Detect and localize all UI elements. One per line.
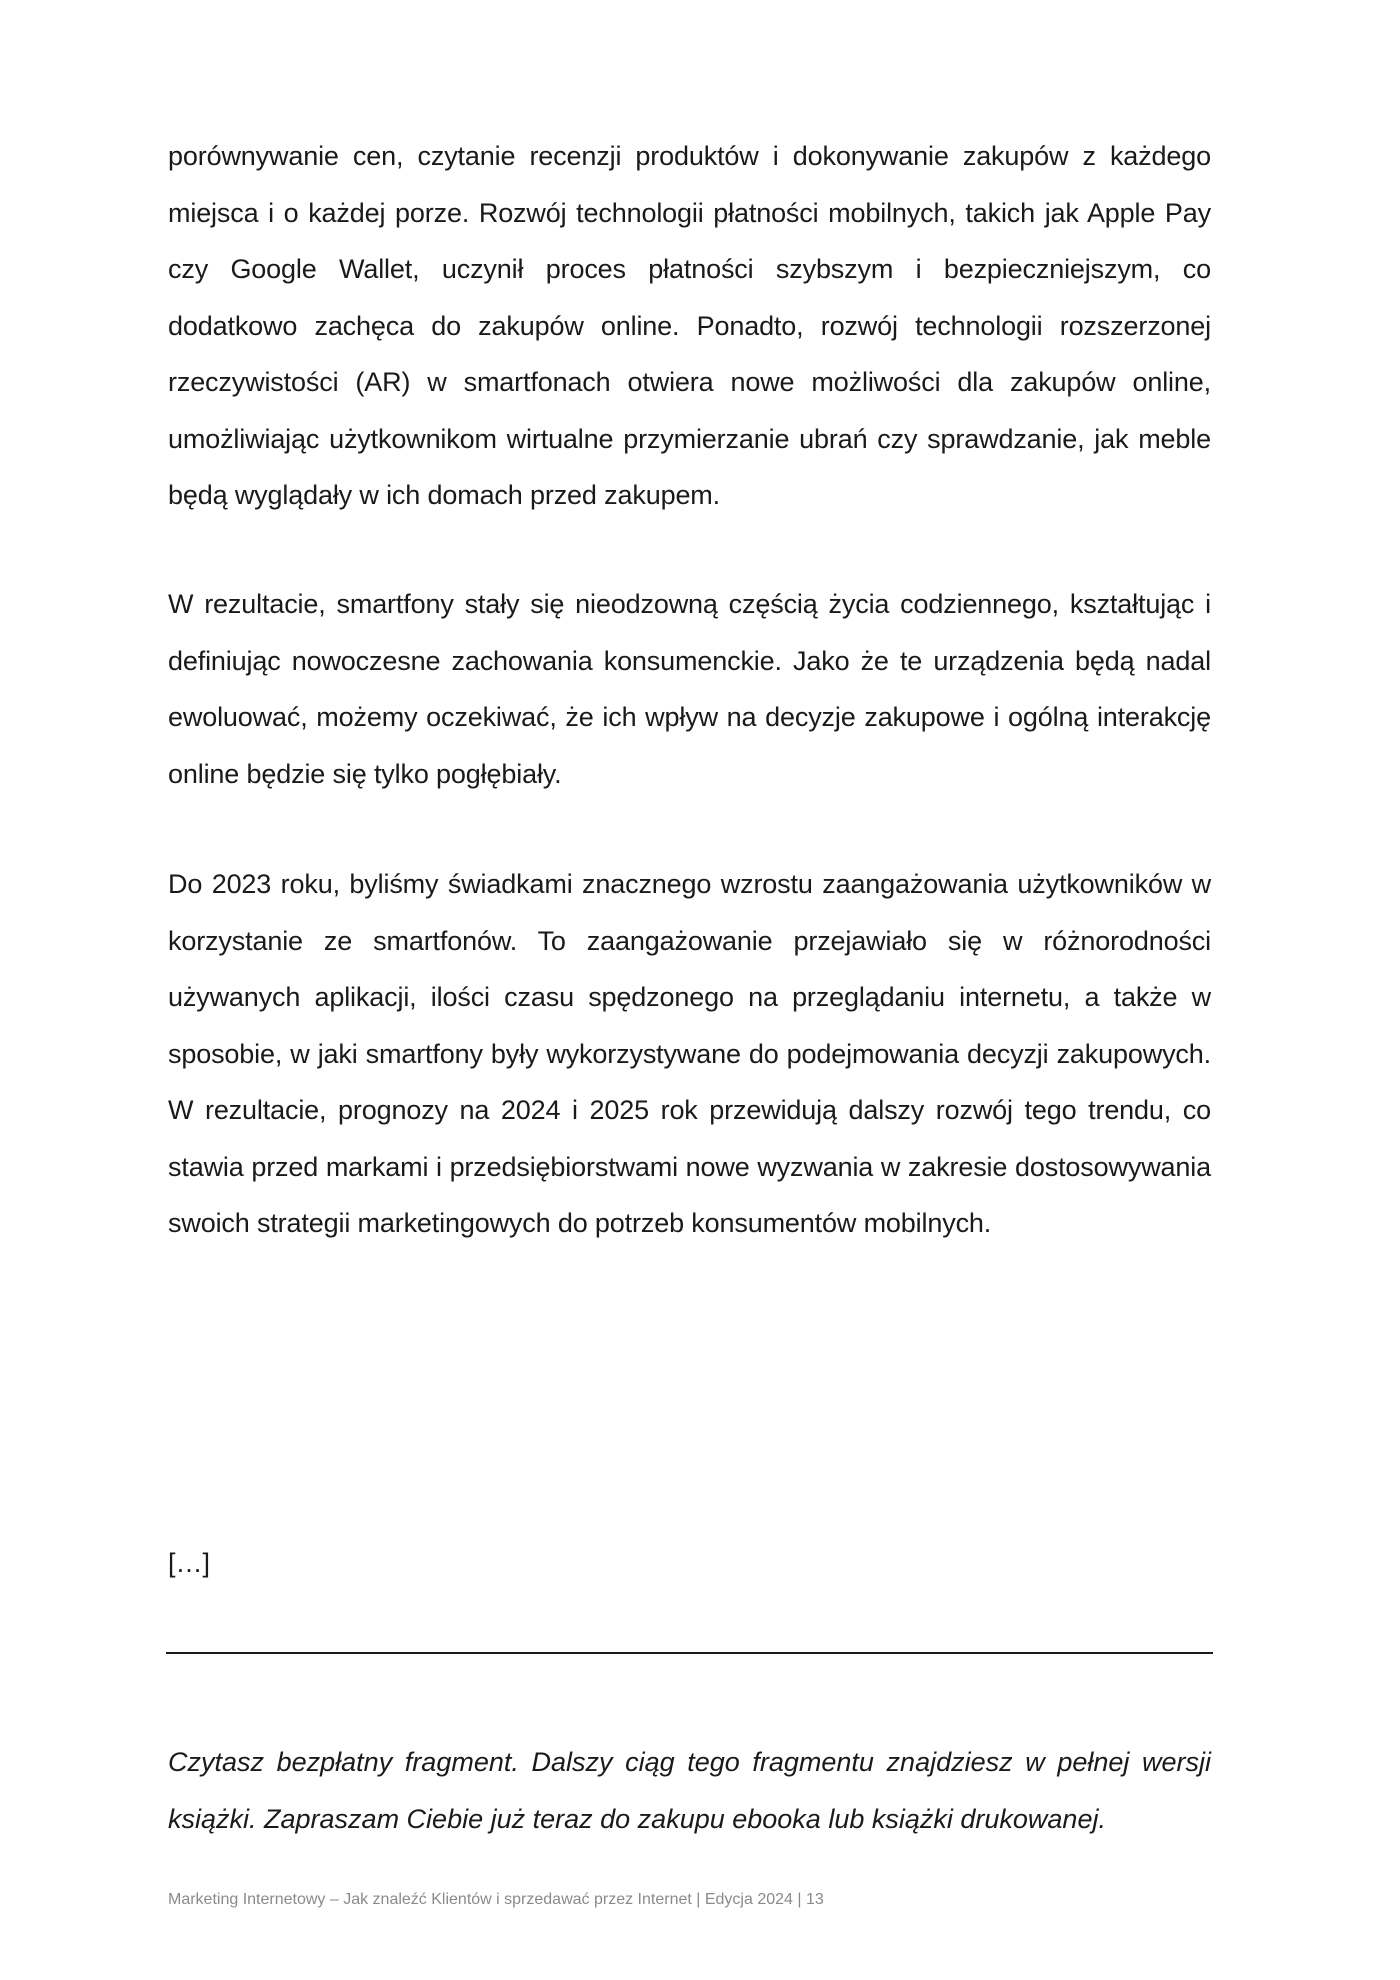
page-footer: Marketing Internetowy – Jak znaleźć Klientów i sprzedawać przez Internet | Edycja 2024 | 13 [168,1891,824,1908]
omission-marker: […] [168,1548,211,1578]
paragraph-2: W rezultacie, smartfony stały się nieodzowną częścią życia codziennego, kształtując i definiując nowoczesne zachowania konsumenckie. Jako że te urządzenia będą nadal ewoluować, możemy oczekiwać, że ich wpływ na decyzje zakupowe i ogólną interakcję online będzie się tylko pogłębiały. [168,589,1211,789]
free-fragment-note: Czytasz bezpłatny fragment. Dalszy ciąg tego fragmentu znajdziesz w pełnej wersji książki. Zapraszam Ciebie już teraz do zakupu ebooka lub książki drukowanej. [168,1747,1211,1834]
paragraph-3: Do 2023 roku, byliśmy świadkami znacznego wzrostu zaangażowania użytkowników w korzystanie ze smartfonów. To zaangażowanie przejawiało się w różnorodności używanych aplikacji, ilości czasu spędzonego na przeglądaniu internetu, a także w sposobie, w jaki smartfony były wykorzystywane do podejmowania decyzji zakupowych. W rezultacie, prognozy na 2024 i 2025 rok przewidują dalszy rozwój tego trendu, co stawia przed markami i przedsiębiorstwami nowe wyzwania w zakresie dostosowywania swoich strategii marketingowych do potrzeb konsumentów mobilnych. [168,869,1211,1238]
paragraph-1: porównywanie cen, czytanie recenzji produktów i dokonywanie zakupów z każdego miejsca i o każdej porze. Rozwój technologii płatności mobilnych, takich jak Apple Pay czy Google Wallet, uczynił proces płatności szybszym i bezpieczniejszym, co dodatkowo zachęca do zakupów online. Ponadto, rozwój technologii rozszerzonej rzeczywistości (AR) w smartfonach otwiera nowe możliwości dla zakupów online, umożliwiając użytkownikom wirtualne przymierzanie ubrań czy sprawdzanie, jak meble będą wyglądały w ich domach przed zakupem. [168,141,1211,510]
horizontal-divider [166,1652,1213,1654]
